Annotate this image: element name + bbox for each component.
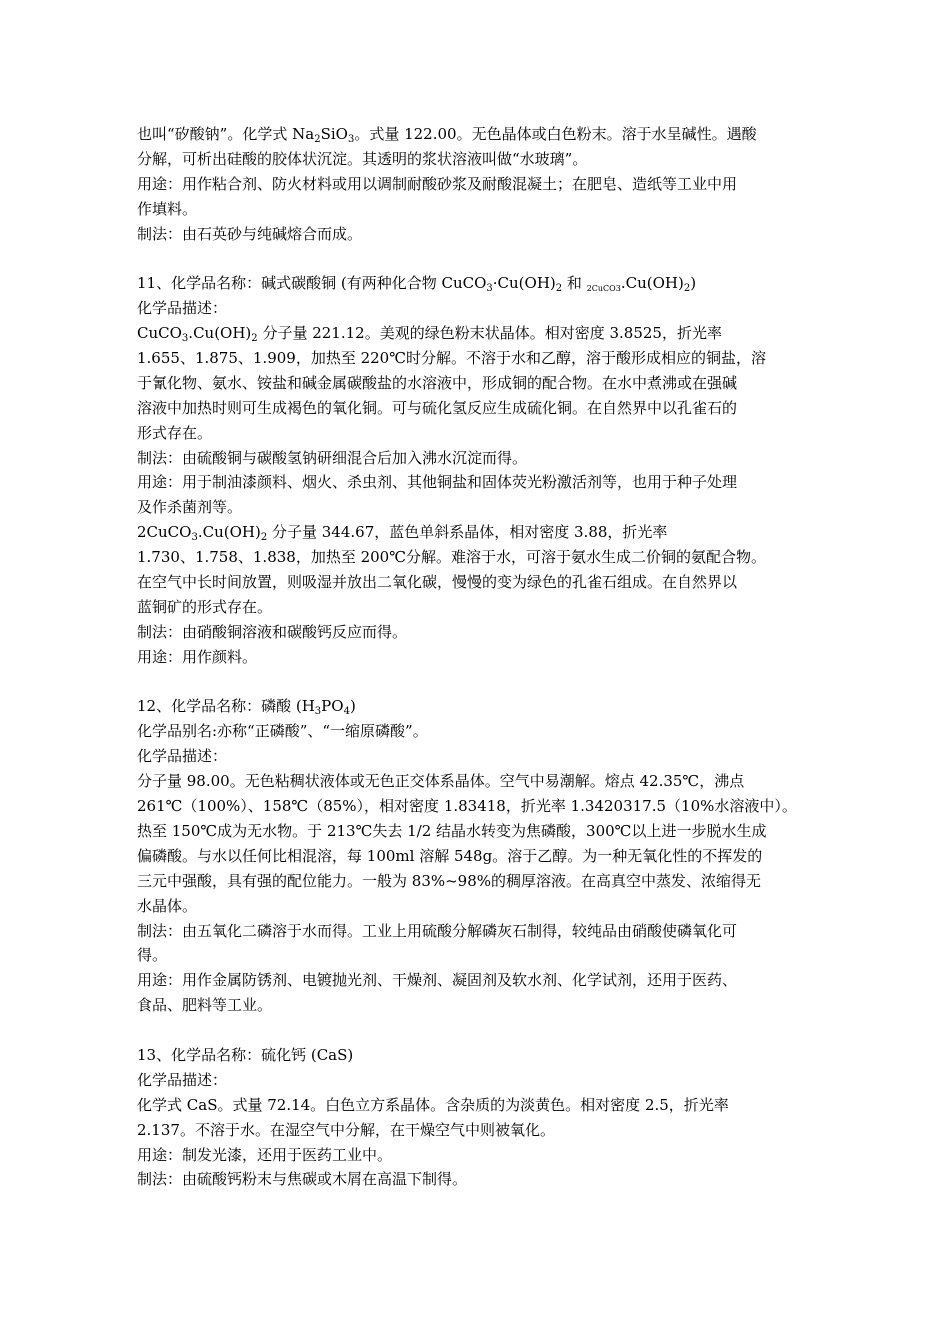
text: 分子量 344.67，蓝色单斜系晶体，相对密度 3.88，折光率 (267, 523, 668, 542)
section13-desc-label: 化学品描述： (137, 1070, 228, 1089)
subscript: 2 (683, 283, 691, 295)
subscript: 2 (555, 283, 563, 295)
section11-line5: 形式存在。 (137, 423, 213, 442)
text: .Cu(OH) (620, 274, 684, 293)
section11-line11: 在空气中长时间放置，则吸湿并放出二氧化碳，慢慢的变为绿色的孔雀石组成。在自然界以 (137, 573, 738, 592)
section11-method2: 制法：由硝酸铜溶液和碳酸钙反应而得。 (137, 622, 408, 641)
spacer (137, 246, 827, 271)
subscript: 3 (314, 706, 322, 718)
section12-method: 制法：由五氧化二磷溶于水而得。工业上用硫酸分解磷灰石制得，较纯品由硝酸使磷氧化可 (137, 921, 738, 940)
text: SiO (320, 125, 348, 143)
subscript: 3 (191, 532, 198, 544)
subscript: 3 (347, 134, 355, 145)
subscript: 4 (343, 706, 350, 718)
section12-line1: 分子量 98.00。无色粘稠状液体或无色正交体系晶体。空气中易潮解。熔点 42.35℃，沸点 (137, 772, 745, 791)
subscript: 3 (181, 333, 189, 345)
section12-usage: 用途：用作金属防锈剂、电镀抛光剂、干燥剂、凝固剂及软水剂、化学试剂，还用于医药、 (137, 971, 738, 990)
subscript: 2 (251, 333, 258, 345)
subscript: 2 (260, 532, 268, 544)
section11-line1 (137, 321, 827, 346)
document-page (137, 122, 827, 1192)
text: 2CuCO (137, 523, 192, 542)
text: 分子量 221.12。美观的绿色粉末状晶体。相对密度 3.8525，折光率 (257, 324, 722, 343)
section11-line2: 1.655、1.875、1.909，加热至 220℃时分解。不溶于水和乙醇，溶于酸形成相应的铜盐，溶 (137, 349, 767, 368)
section12-line4: 偏磷酸。与水以任何比相混溶，每 100ml 溶解 548g。溶于乙醇。为一种无氧化性的不挥发的 (137, 846, 763, 865)
spacer (137, 1018, 827, 1043)
section10-method: 制法：由石英砂与纯碱熔合而成。 (137, 224, 363, 243)
text: .Cu(OH) (188, 324, 252, 343)
text: 11、化学品名称：碱式碳酸铜 (有两种化合物 CuCO (137, 274, 487, 293)
section11-line10: 1.730、1.758、1.838，加热至 200℃分解。难溶于水，可溶于氨水生成二价铜的氨配合物。 (137, 548, 767, 567)
section10-line1 (137, 122, 827, 147)
section13-title: 13、化学品名称：硫化钙 (CaS) (137, 1045, 354, 1064)
section12-line5: 三元中强酸，具有强的配位能力。一般为 83%~98%的稠厚溶液。在高真空中蒸发、浓缩得无 (137, 871, 762, 890)
text: 也叫“矽酸钠”。化学式 Na (137, 125, 315, 143)
section11-usage: 用途：用于制油漆颜料、烟火、杀虫剂、其他铜盐和固体荧光粉激活剂等，也用于种子处理 (137, 473, 738, 492)
text: ·Cu(OH) (492, 274, 556, 293)
subscript: 3 (486, 283, 493, 295)
text: CuCO (137, 324, 182, 343)
text: .Cu(OH) (197, 523, 261, 542)
section12-line3: 热至 150℃成为无水物。于 213℃失去 1/2 结晶水转变为焦磷酸，300℃以上进一步脱水生成 (137, 821, 767, 840)
section12-method-cont: 得。 (137, 946, 168, 965)
spacer (137, 670, 827, 695)
text: 。式量 122.00。无色晶体或白色粉末。溶于水呈碱性。遇酸 (354, 125, 757, 143)
text: PO (321, 697, 344, 716)
section12-title (137, 694, 827, 719)
section11-line4: 溶液中加热时则可生成褐色的氧化铜。可与硫化氢反应生成硫化铜。在自然界中以孔雀石的 (137, 398, 738, 417)
section13-usage: 用途：制发光漆，还用于医药工业中。 (137, 1145, 393, 1164)
text: ) (349, 697, 356, 716)
subscript: 2CuCO3 (586, 284, 621, 294)
section12-line6: 水晶体。 (137, 896, 198, 915)
text: 12、化学品名称：磷酸 (H (137, 697, 315, 716)
section12-alias: 化学品别名:亦称“正磷酸”、“一缩原磷酸”。 (137, 722, 428, 741)
section10-line2: 分解，可析出硅酸的胶体状沉淀。其透明的浆状溶液叫做“水玻璃”。 (137, 149, 588, 168)
section13-line1: 化学式 CaS。式量 72.14。白色立方系晶体。含杂质的为淡黄色。相对密度 2.5，折光率 (137, 1095, 729, 1114)
section12-desc-label: 化学品描述： (137, 747, 228, 766)
section11-desc-label: 化学品描述： (137, 299, 228, 318)
section10-usage: 用途：用作粘合剂、防火材料或用以调制耐酸砂浆及耐酸混凝土；在肥皂、造纸等工业中用 (137, 174, 738, 193)
section10-usage-cont: 作填料。 (137, 199, 198, 218)
section11-line3: 于氰化物、氨水、铵盐和碱金属碳酸盐的水溶液中，形成铜的配合物。在水中煮沸或在强碱 (137, 373, 738, 392)
section12-line2: 261℃（100%）、158℃（85%），相对密度 1.83418，折光率 1.3420317.5（10%水溶液中）。 (137, 797, 797, 816)
text: ) (690, 274, 697, 293)
section11-title (137, 271, 827, 296)
text: 和 (562, 274, 587, 293)
section12-usage-cont: 食品、肥料等工业。 (137, 996, 273, 1015)
subscript: 2 (314, 134, 321, 145)
section11-usage-cont: 及作杀菌剂等。 (137, 498, 243, 517)
section11-method: 制法：由硫酸铜与碳酸氢钠研细混合后加入沸水沉淀而得。 (137, 448, 528, 467)
section11-usage2: 用途：用作颜料。 (137, 647, 258, 666)
section11-line9 (137, 520, 827, 545)
section11-line12: 蓝铜矿的形式存在。 (137, 597, 273, 616)
section13-method: 制法：由硫酸钙粉末与焦碳或木屑在高温下制得。 (137, 1170, 468, 1189)
section13-line2: 2.137。不溶于水。在湿空气中分解，在干燥空气中则被氧化。 (137, 1120, 555, 1139)
